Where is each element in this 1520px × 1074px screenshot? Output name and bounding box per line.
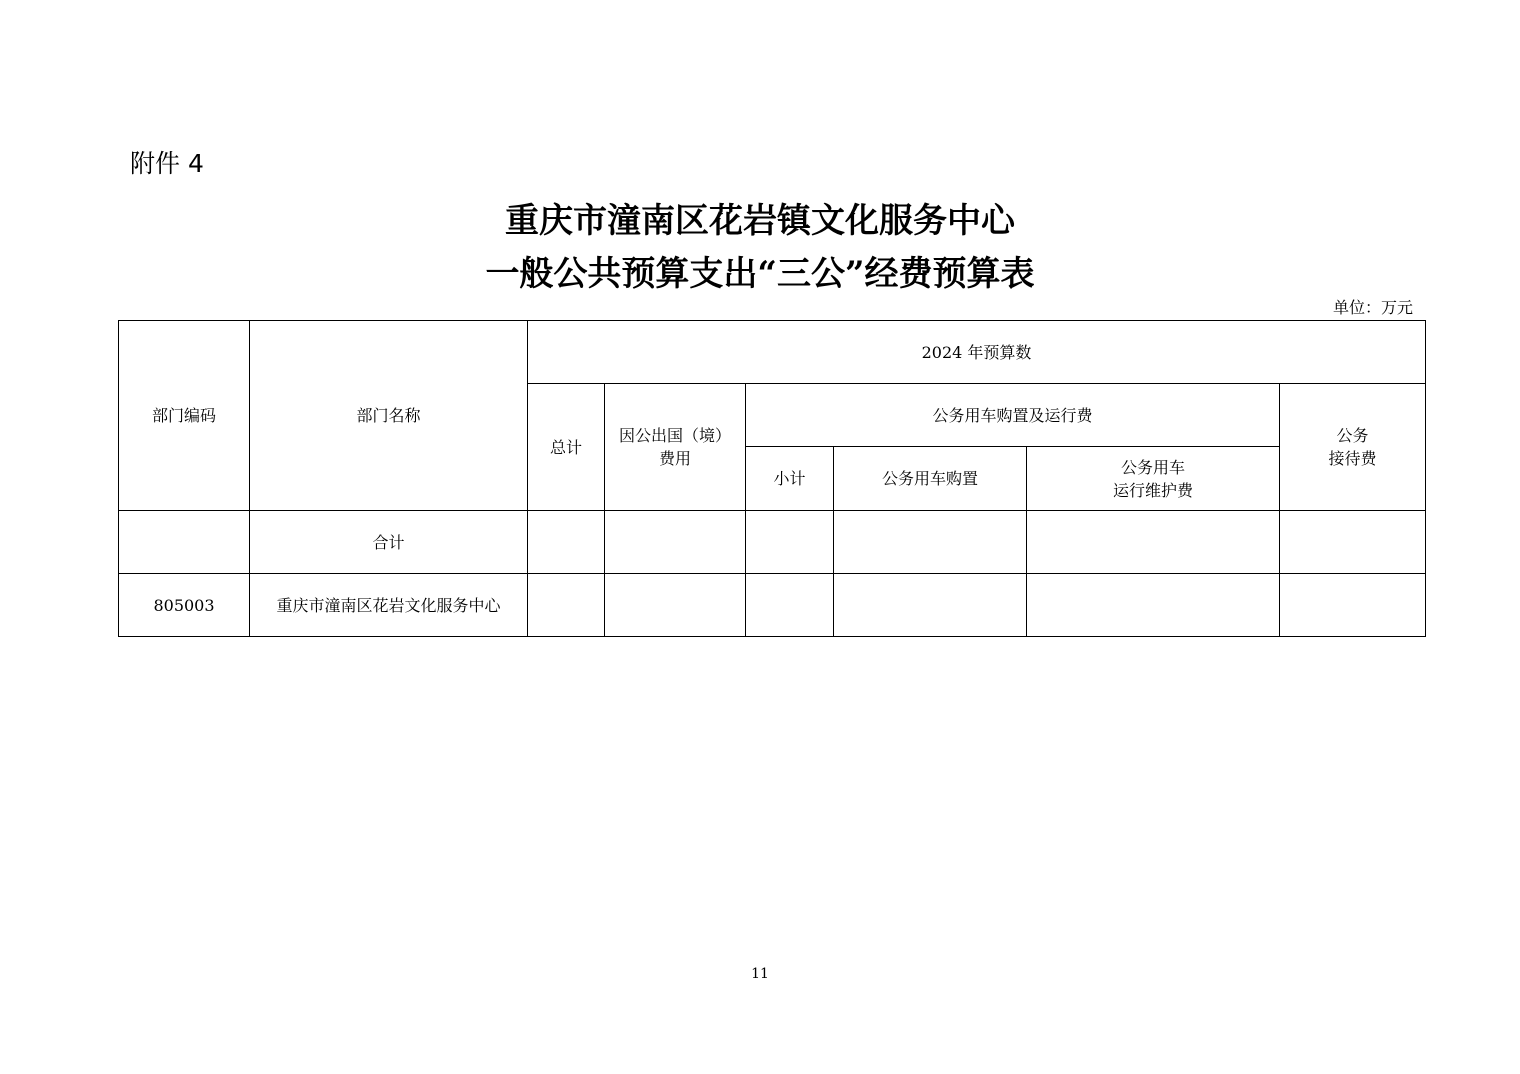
cell-dept-name: 合计	[250, 511, 528, 574]
header-budget-year: 2024 年预算数	[528, 321, 1426, 384]
header-abroad-line-1: 因公出国（境）	[618, 426, 731, 445]
header-row-1	[119, 321, 1426, 384]
cell-vehicle-purchase	[834, 574, 1027, 637]
cell-reception	[1280, 574, 1426, 637]
document-title-line-1: 重庆市潼南区花岩镇文化服务中心	[505, 201, 1015, 241]
page-number: 11	[751, 966, 769, 982]
document-title-line-2: 一般公共预算支出“三公”经费预算表	[485, 254, 1035, 294]
header-vehicle-operation-line-1: 公务用车	[1120, 457, 1185, 477]
header-subtotal: 小计	[746, 447, 834, 511]
header-vehicle-expense: 公务用车购置及运行费	[746, 384, 1280, 447]
cell-dept-code	[119, 511, 250, 574]
attachment-label: 附件 4	[130, 149, 204, 178]
header-abroad-line-2: 费用	[658, 449, 691, 468]
cell-dept-code: 805003	[119, 574, 250, 637]
header-reception-expense	[1280, 384, 1426, 511]
header-dept-name: 部门名称	[250, 321, 528, 511]
budget-table	[118, 320, 1426, 637]
cell-total	[528, 574, 605, 637]
cell-vehicle-operation	[1027, 511, 1280, 574]
cell-subtotal	[746, 574, 834, 637]
cell-vehicle-operation	[1027, 574, 1280, 637]
header-dept-code: 部门编码	[119, 321, 250, 511]
header-reception-line-2: 接待费	[1328, 449, 1377, 468]
header-total: 总计	[528, 384, 605, 511]
header-vehicle-operation-line-2: 运行维护费	[1112, 480, 1193, 500]
table-row	[119, 511, 1426, 574]
unit-label: 单位：万元	[1332, 298, 1413, 317]
header-vehicle-purchase: 公务用车购置	[834, 447, 1027, 511]
cell-vehicle-purchase	[834, 511, 1027, 574]
cell-subtotal	[746, 511, 834, 574]
header-reception-line-1: 公务	[1336, 426, 1369, 445]
cell-dept-name: 重庆市潼南区花岩文化服务中心	[250, 574, 528, 637]
cell-total	[528, 511, 605, 574]
cell-abroad	[605, 574, 746, 637]
cell-abroad	[605, 511, 746, 574]
cell-reception	[1280, 511, 1426, 574]
header-abroad-expense	[605, 384, 746, 511]
header-vehicle-operation	[1027, 447, 1280, 511]
table-row	[119, 574, 1426, 637]
